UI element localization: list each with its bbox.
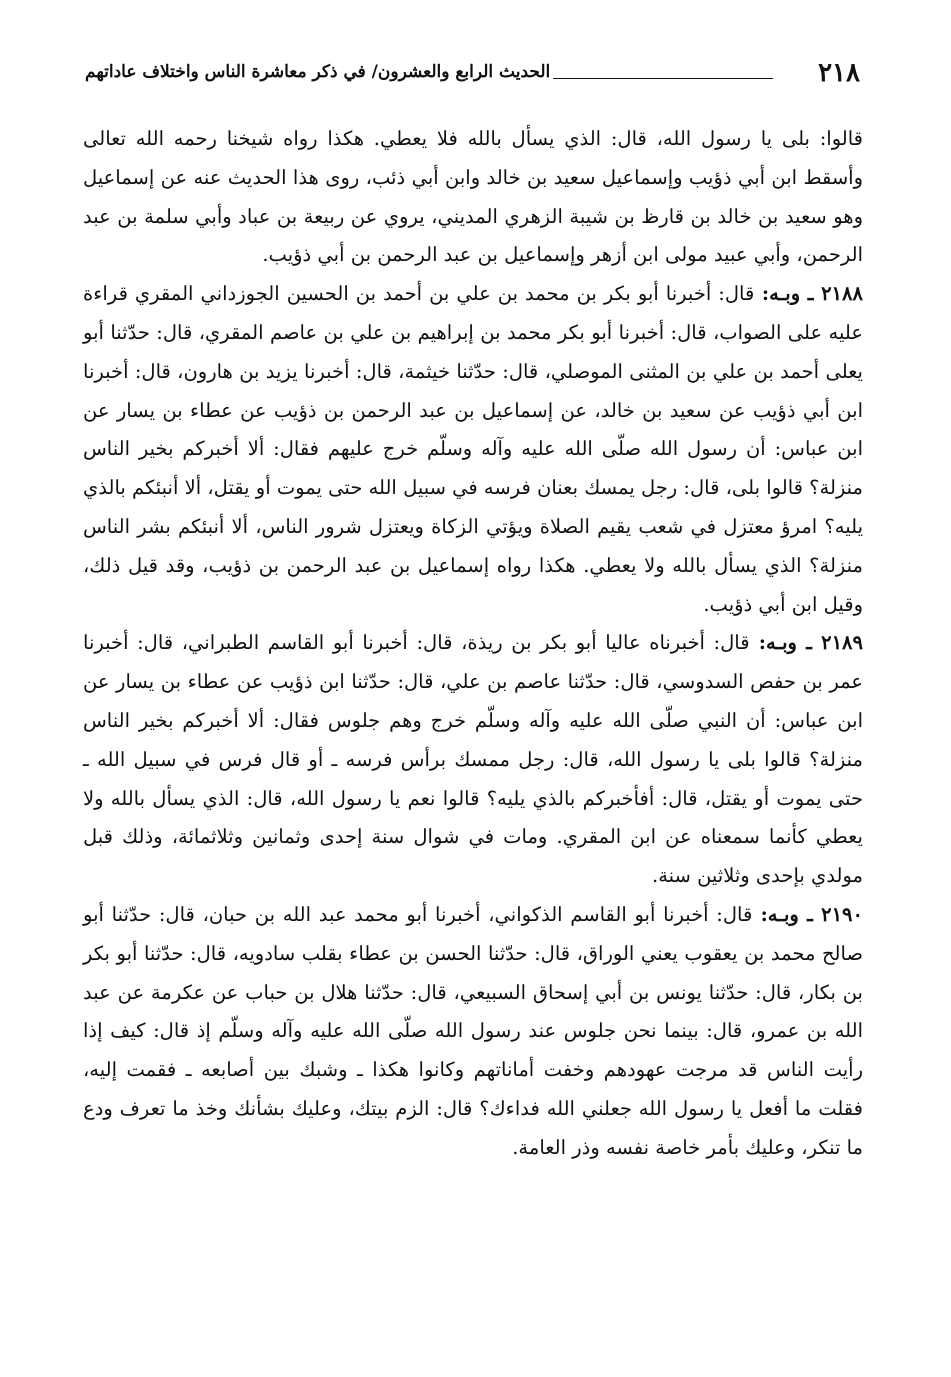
page-body — [83, 120, 863, 1168]
page-number: ٢١٨ — [818, 58, 860, 88]
running-header — [85, 58, 860, 98]
header-rule — [553, 78, 773, 79]
hadith-number: ٢١٩٠ ـ وبـه: — [752, 902, 863, 926]
hadith-2189 — [83, 624, 863, 896]
hadith-number: ٢١٨٩ ـ وبـه: — [749, 631, 863, 655]
paragraph-text: قالوا: بلى يا رسول الله، قال: الذي يسأل بالله فلا يعطي. هكذا رواه شيخنا رحمه الله تعالى وأسقط ابن أبي ذؤيب وإسماعيل سعيد بن خالد وابن أبي ذئب، روى هذا الحديث عنه عن إسماعيل وهو سعيد بن خالد بن قارظ بن شيبة الزهري المديني، يروي عن ربيعة بن عباد وأبي سلمة بن عبد الرحمن، وأبي عبيد مولى ابن أزهر وإسماعيل بن عبد الرحمن بن أبي ذؤيب. — [83, 127, 863, 267]
paragraph-text: قال: أخبرنا أبو بكر بن محمد بن علي بن أحمد بن الحسين الجوزداني المقري قراءة عليه على الصواب، قال: أخبرنا أبو بكر محمد بن إبراهيم بن علي بن عاصم المقري، قال: حدّثنا أبو يعلى أحمد بن علي بن المثنى الموصلي، قال: حدّثنا خيثمة، قال: أخبرنا يزيد بن هارون، قال: أخبرنا ابن أبي ذؤيب عن سعيد بن خالد، عن إسماعيل بن عبد الرحمن بن ذؤيب عن عطاء بن يسار عن ابن عباس: أن رسول الله صلّى الله عليه وآله وسلّم خرج عليهم فقال: ألا أخبركم بخير الناس منزلة؟ قالوا بلى، قال: رجل يمسك بعنان فرسه في سبيل الله حتى يموت أو يقتل، ألا أنبئكم بالذي يليه؟ امرؤ معتزل في شعب يقيم الصلاة ويؤتي الزكاة ويعتزل شرور الناس، ألا أنبئكم بشر الناس منزلة؟ الذي يسأل بالله ولا يعطي. هكذا رواه إسماعيل بن عبد الرحمن بن ذؤيب، وقد قيل ذلك، وقيل ابن أبي ذؤيب. — [83, 282, 863, 616]
paragraph-text: قال: أخبرناه عاليا أبو بكر بن ريذة، قال: أخبرنا أبو القاسم الطبراني، قال: أخبرنا عمر بن حفص السدوسي، قال: حدّثنا عاصم بن علي، قال: حدّثنا ابن ذؤيب عن عطاء بن يسار عن ابن عباس: أن النبي صلّى الله عليه وآله وسلّم خرج وهم جلوس فقال: ألا أخبركم بخير الناس منزلة؟ قالوا بلى يا رسول الله، قال: رجل ممسك برأس فرسه ـ أو قال فرس في سبيل الله ـ حتى يموت أو يقتل، قال: أفأخبركم بالذي يليه؟ قالوا نعم يا رسول الله، قال: الذي يسأل بالله ولا يعطي كأنما سمعناه عن ابن المقري. ومات في شوال سنة إحدى وثمانين وثلاثمائة، وذلك قبل مولدي بإحدى وثلاثين سنة. — [83, 631, 863, 888]
paragraph-continuation — [83, 120, 863, 275]
paragraph-text: قال: أخبرنا أبو القاسم الذكواني، أخبرنا أبو محمد عبد الله بن حبان، قال: حدّثنا أبو صالح محمد بن يعقوب يعني الوراق، قال: حدّثنا الحسن بن عطاء بقلب سادويه، قال: حدّثنا أبو بكر بن بكار، قال: حدّثنا يونس بن أبي إسحاق السبيعي، قال: حدّثنا هلال بن حباب عن عكرمة عن عبد الله بن عمرو، قال: بينما نحن جلوس عند رسول الله صلّى الله عليه وآله وسلّم إذ قال: كيف إذا رأيت الناس قد مرجت عهودهم وخفت أماناتهم وكانوا هكذا ـ وشبك بين أصابعه ـ فقمت إليه، فقلت ما أفعل يا رسول الله جعلني الله فداءك؟ قال: الزم بيتك، وعليك بشأنك وخذ ما تعرف ودع ما تنكر، وعليك بأمر خاصة نفسه وذر العامة. — [83, 902, 863, 1159]
hadith-2190 — [83, 896, 863, 1168]
hadith-number: ٢١٨٨ ـ وبـه: — [754, 282, 863, 306]
chapter-title: الحديث الرابع والعشرون/ في ذكر معاشرة الناس واختلاف عاداتهم — [85, 62, 551, 82]
hadith-2188 — [83, 275, 863, 624]
